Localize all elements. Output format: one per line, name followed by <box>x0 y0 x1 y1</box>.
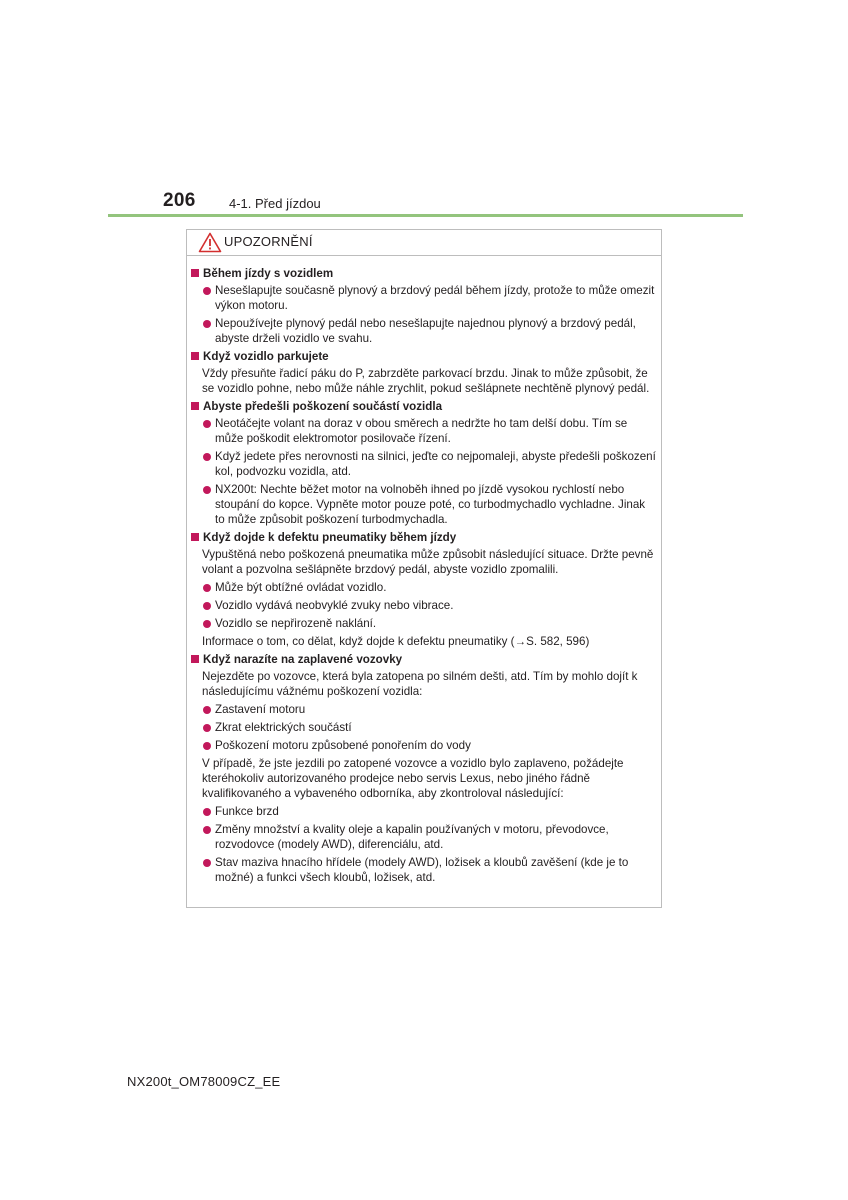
section-heading-text: Když narazíte na zaplavené vozovky <box>203 653 403 666</box>
bullet-text: Nepoužívejte plynový pedál nebo nesešlapujte najednou plynový a brzdový pedál, abyste drželi vozidlo ve svahu. <box>215 317 636 345</box>
paragraph: Nejezděte po vozovce, která byla zatopena po silném dešti, atd. Tím by mohlo dojít k následujícímu vážnému poškození vozidla: <box>202 670 638 698</box>
bullet-dot-icon <box>203 486 211 494</box>
square-bullet-icon <box>191 352 199 360</box>
bullet-item <box>191 482 657 527</box>
bullet-item <box>191 738 657 753</box>
bullet-text: Vozidlo se nepřirozeně naklání. <box>215 617 377 630</box>
square-bullet-icon <box>191 269 199 277</box>
bullet-item <box>191 598 657 613</box>
bullet-text: Může být obtížné ovládat vozidlo. <box>215 581 387 594</box>
section-heading <box>191 399 657 414</box>
header-divider <box>108 214 743 217</box>
bullet-dot-icon <box>203 420 211 428</box>
square-bullet-icon <box>191 402 199 410</box>
bullet-item <box>191 416 657 446</box>
section-heading <box>191 530 657 545</box>
bullet-text: Vozidlo vydává neobvyklé zvuky nebo vibrace. <box>215 599 454 612</box>
caution-title: UPOZORNĚNÍ <box>224 234 313 249</box>
bullet-text: NX200t: Nechte běžet motor na volnoběh ihned po jízdě vysokou rychlostí nebo stoupání do kopce. Vypněte motor pouze poté, co turbodmychadlo vychladne. Jinak to může způsobit poškození turbodmychadla. <box>215 483 646 526</box>
paragraph: Vždy přesuňte řadicí páku do P, zabrzděte parkovací brzdu. Jinak to může způsobit, že se vozidlo pohne, nebo může náhle zrychlit, pokud sešlápnete nechtěně plynový pedál. <box>202 367 650 395</box>
square-bullet-icon <box>191 655 199 663</box>
bullet-item <box>191 449 657 479</box>
bullet-dot-icon <box>203 706 211 714</box>
bullet-item <box>191 283 657 313</box>
section-heading <box>191 652 657 667</box>
bullet-item <box>191 804 657 819</box>
paragraph: Vypuštěná nebo poškozená pneumatika může způsobit následující situace. Držte pevně volant a pozvolna sešlápněte brzdový pedál, abyste vozidlo zpomalili. <box>202 548 654 576</box>
bullet-text: Stav maziva hnacího hřídele (modely AWD), ložisek a kloubů zavěšení (kde je to možné) a funkci všech kloubů, ložisek, atd. <box>215 856 629 884</box>
bullet-dot-icon <box>203 742 211 750</box>
section-title: 4-1. Před jízdou <box>229 196 321 211</box>
section-heading <box>191 349 657 364</box>
page-number: 206 <box>163 190 196 211</box>
page-header <box>0 0 848 220</box>
square-bullet-icon <box>191 533 199 541</box>
bullet-dot-icon <box>203 584 211 592</box>
bullet-item <box>191 855 657 885</box>
section-heading-text: Abyste předešli poškození součástí vozidla <box>203 400 443 413</box>
bullet-text: Zastavení motoru <box>215 703 306 716</box>
bullet-dot-icon <box>203 808 211 816</box>
caution-box <box>186 229 662 908</box>
bullet-text: Změny množství a kvality oleje a kapalin používaných v motoru, převodovce, rozvodovce (modely AWD), diferenciálu, atd. <box>215 823 609 851</box>
bullet-item <box>191 616 657 631</box>
section-heading-text: Když dojde k defektu pneumatiky během jízdy <box>203 531 457 544</box>
document-code: NX200t_OM78009CZ_EE <box>127 1074 281 1089</box>
bullet-text: Poškození motoru způsobené ponořením do vody <box>215 739 471 752</box>
bullet-dot-icon <box>203 287 211 295</box>
bullet-text: Neotáčejte volant na doraz v obou směrech a nedržte ho tam delší dobu. Tím se může poškodit elektromotor posilovače řízení. <box>215 417 628 445</box>
bullet-text: Když jedete přes nerovnosti na silnici, jeďte co nejpomaleji, abyste předešli poškození kol, podvozku vozidla, atd. <box>215 450 656 478</box>
paragraph: Informace o tom, co dělat, když dojde k defektu pneumatiky (→S. 582, 596) <box>202 635 590 648</box>
bullet-item <box>191 822 657 852</box>
bullet-dot-icon <box>203 602 211 610</box>
bullet-dot-icon <box>203 320 211 328</box>
bullet-item <box>191 702 657 717</box>
bullet-dot-icon <box>203 826 211 834</box>
section-heading <box>191 266 657 281</box>
section-heading-text: Když vozidlo parkujete <box>203 350 329 363</box>
bullet-item <box>191 720 657 735</box>
section-heading-text: Během jízdy s vozidlem <box>203 267 334 280</box>
bullet-item <box>191 580 657 595</box>
bullet-item <box>191 316 657 346</box>
bullet-dot-icon <box>203 620 211 628</box>
warning-triangle-icon <box>198 232 222 253</box>
paragraph: V případě, že jste jezdili po zatopené vozovce a vozidlo bylo zaplaveno, požádejte kteréhokoliv autorizovaného prodejce nebo servis Lexus, nebo jiného řádně kvalifikovaného a vybaveného odborníka, aby zkontroloval následující: <box>202 757 624 800</box>
bullet-text: Nesešlapujte současně plynový a brzdový pedál během jízdy, protože to může omezit výkon motoru. <box>215 284 655 312</box>
caution-content <box>191 264 657 888</box>
bullet-text: Zkrat elektrických součástí <box>215 721 352 734</box>
bullet-dot-icon <box>203 453 211 461</box>
bullet-dot-icon <box>203 859 211 867</box>
bullet-text: Funkce brzd <box>215 805 279 818</box>
caution-header <box>187 230 661 256</box>
bullet-dot-icon <box>203 724 211 732</box>
